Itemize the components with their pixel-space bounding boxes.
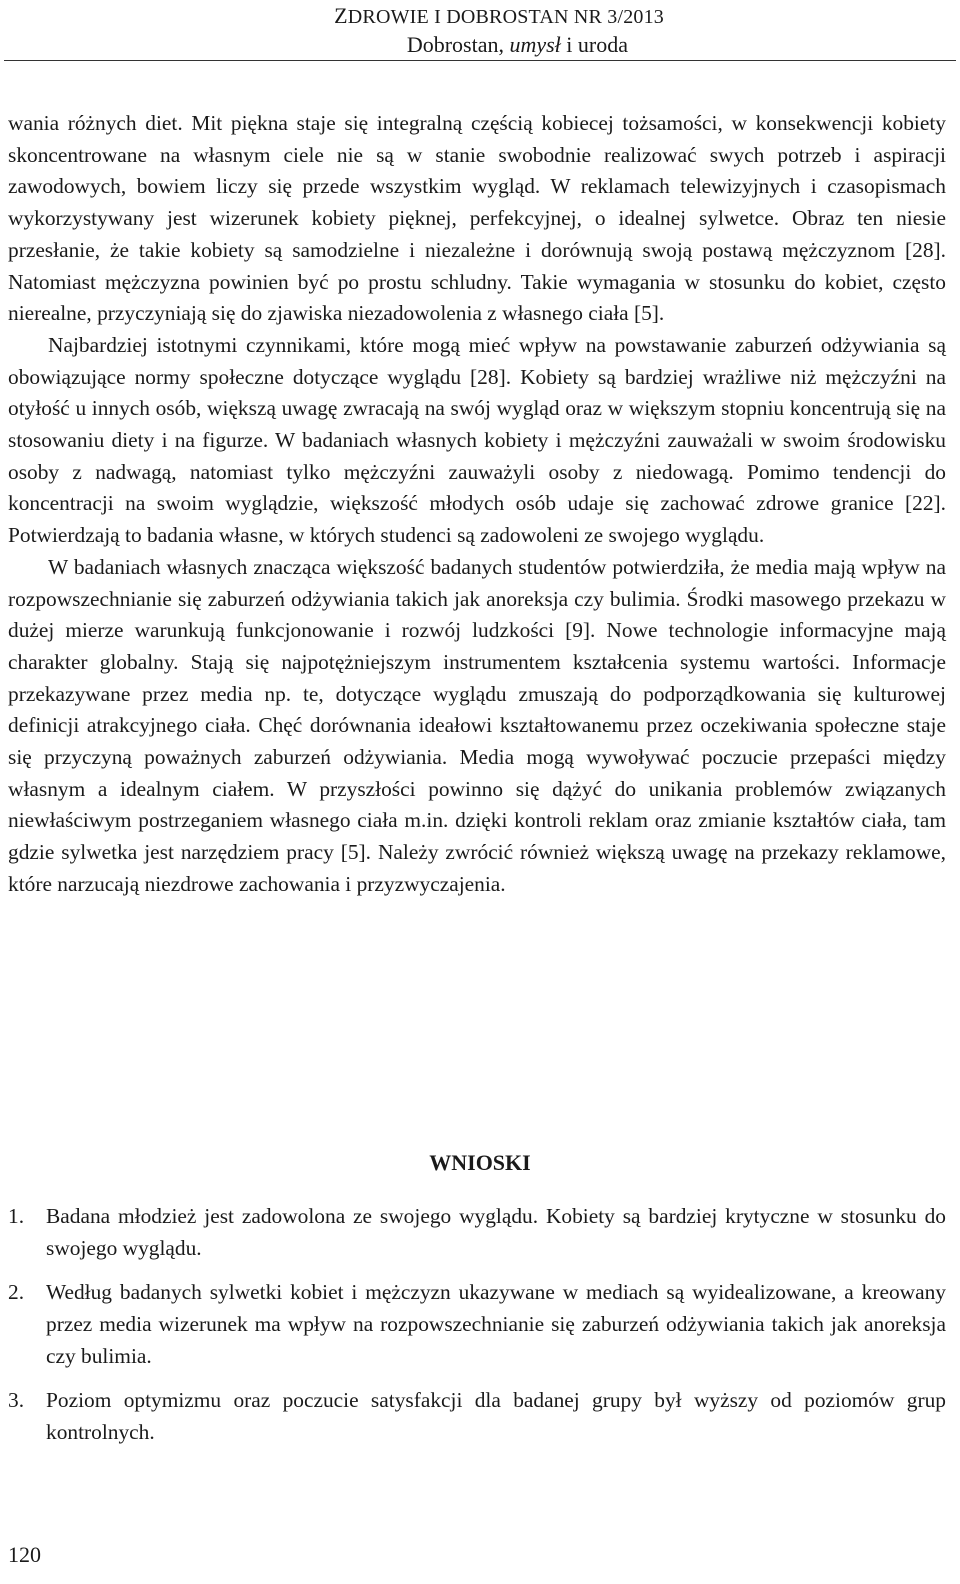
section-title-suffix: i uroda — [560, 32, 628, 57]
list-item — [8, 1276, 946, 1372]
list-item-text: Według badanych sylwetki kobiet i mężczyzn ukazywane w mediach są wyidealizowane, a kreowany przez media wizerunek ma wpływ na rozpowszechnianie się zaburzeń odżywiania takich jak anoreksja czy bulimia. — [46, 1280, 946, 1368]
section-title-prefix: Dobrostan, — [406, 32, 510, 57]
list-item-number: 3. — [8, 1388, 25, 1412]
section-heading: WNIOSKI — [429, 1150, 531, 1175]
paragraph: Najbardziej istotnymi czynnikami, które mogą mieć wpływ na powstawanie zaburzeń odżywiania są obowiązujące normy społeczne dotyczące wyglądu [28]. Kobiety są bardziej wrażliwe niż mężczyźni na otyłość u innych osób, większą uwagę zwracają na swój wygląd oraz w większym stopniu koncentrują się na stosowaniu diety i na figurze. W badaniach własnych kobiety i mężczyźni zauważali w swoim środowisku osoby z nadwagą, natomiast tylko mężczyźni zauważyli osoby z niedowagą. Pomimo tendencji do koncentracji na swoim wyglądzie, większość młodych osób udaje się zachować zdrowe granice [22]. Potwierdzają to badania własne, w których studenci są zadowoleni ze swojego wyglądu. — [8, 332, 946, 548]
section-title-italic: umysł — [509, 32, 561, 57]
list-item-number: 1. — [8, 1204, 25, 1228]
journal-title-initial: Z — [334, 3, 348, 28]
journal-title — [334, 3, 664, 29]
conclusions-list — [8, 1200, 946, 1460]
paragraph: W badaniach własnych znacząca większość badanych studentów potwierdziła, że media mają wpływ na rozpowszechnianie się zaburzeń odżywiania takich jak anoreksja czy bulimia. Środki masowego przekazu w dużej mierze warunkują funkcjonowanie i rozwój ludzkości [9]. Nowe technologie informacyjne mają charakter globalny. Stają się najpotężniejszym instrumentem kształcenia systemu wartości. Informacje przekazywane przez media np. te, dotyczące wyglądu zmuszają do podporządkowania się kulturowej definicji atrakcyjnego ciała. Chęć dorównania ideałowi kształtowanemu przez oczekiwania społeczne staje się przyczyną poważnych zaburzeń odżywiania. Media mogą wywoływać poczucie przepaści między własnym a idealnym ciałem. W przyszłości powinno się dążyć do unikania problemów związanych niewłaściwym postrzeganiem własnego ciała m.in. dzięki kontroli reklam oraz zmianie kształtów ciała, tam gdzie sylwetka jest narzędziem pracy [5]. Należy zwrócić również większą uwagę na przekazy reklamowe, które narzucają niezdrowe zachowania i przyzwyczajenia. — [8, 554, 946, 896]
journal-title-rest: DROWIE I DOBROSTAN NR 3/2013 — [347, 6, 664, 28]
list-item — [8, 1384, 946, 1448]
list-item — [8, 1200, 946, 1264]
running-header — [0, 0, 960, 64]
list-item-text: Poziom optymizmu oraz poczucie satysfakcji dla badanej grupy był wyższy od poziomów grup kontrolnych. — [46, 1388, 946, 1444]
list-item-text: Badana młodzież jest zadowolona ze swojego wyglądu. Kobiety są bardziej krytyczne w stosunku do swojego wyglądu. — [46, 1204, 946, 1260]
list-item-number: 2. — [8, 1280, 25, 1304]
body-text — [8, 108, 946, 901]
page-number: 120 — [8, 1542, 41, 1567]
paragraph: wania różnych diet. Mit piękna staje się integralną częścią kobiecej tożsamości, w konsekwencji kobiety skoncentrowane na własnym ciele nie są w stanie swobodnie realizować swych potrzeb i aspiracji zawodowych, bowiem liczy się przede wszystkim wygląd. W reklamach telewizyjnych i czasopismach wykorzystywany jest wizerunek kobiety pięknej, perfekcyjnej, o idealnej sylwetce. Obraz ten niesie przesłanie, że takie kobiety są samodzielne i niezależne i dorównują swoją postawą mężczyznom [28]. Natomiast mężczyzna powinien być po prostu schludny. Takie wymagania w stosunku do kobiet, często nierealne, przyczyniają się do zjawiska niezadowolenia z własnego ciała [5]. — [8, 111, 946, 326]
header-divider — [4, 60, 956, 61]
section-title — [407, 32, 628, 58]
